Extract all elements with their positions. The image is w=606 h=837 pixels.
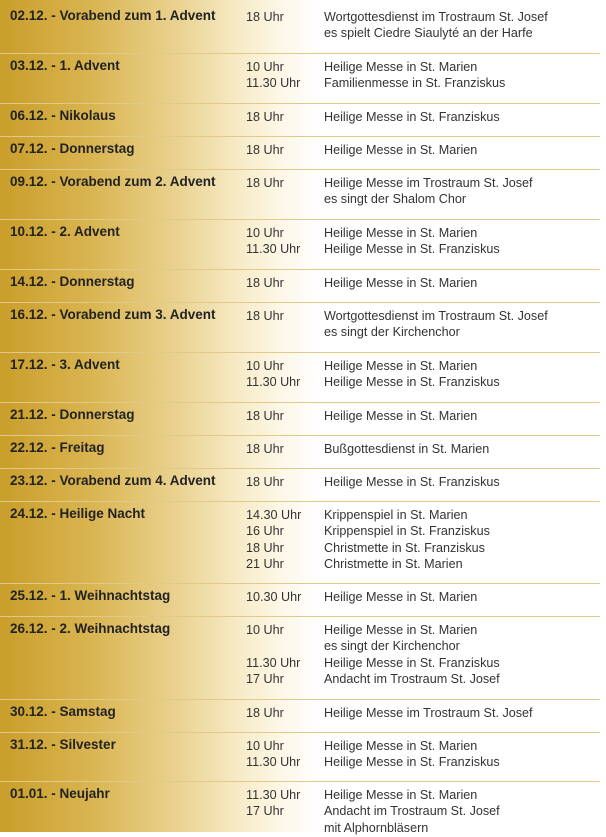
event-time: 18 Uhr [246, 309, 284, 323]
event-date: 30.12. - Samstag [10, 704, 116, 719]
event-descriptions [324, 4, 600, 53]
event-times [246, 104, 324, 136]
event-time: 18 Uhr [246, 176, 284, 190]
event-description: Heilige Messe in St. Marien [324, 788, 478, 802]
event-description: Heilige Messe im Trostraum St. Josef [324, 706, 533, 720]
event-descriptions [324, 137, 600, 169]
event-date: 24.12. - Heilige Nacht [10, 506, 146, 521]
event-descriptions [324, 436, 600, 468]
event-times [246, 617, 324, 699]
event-descriptions [324, 220, 600, 269]
event-descriptions [324, 270, 600, 302]
event-description: Heilige Messe in St. Franziskus [324, 475, 500, 489]
event-description: Heilige Messe in St. Marien [324, 590, 478, 604]
event-description: es singt der Kirchenchor [324, 325, 460, 340]
event-descriptions [324, 353, 600, 402]
event-time: 11.30 Uhr [246, 76, 301, 91]
event-time: 14.30 Uhr [246, 508, 302, 522]
event-date: 01.01. - Neujahr [10, 786, 110, 801]
event-descriptions [324, 782, 600, 837]
event-time [246, 25, 324, 41]
event-times [246, 137, 324, 169]
event-time: 10 Uhr [246, 226, 284, 240]
event-time: 11.30 Uhr [246, 655, 301, 670]
event-descriptions [324, 170, 600, 219]
event-descriptions [324, 502, 600, 583]
event-description: Wortgottesdienst im Trostraum St. Josef [324, 309, 548, 323]
schedule-row [0, 782, 600, 837]
event-description: Heilige Messe in St. Marien [324, 359, 478, 373]
event-description: Heilige Messe in St. Marien [324, 143, 478, 157]
event-description: Bußgottesdienst in St. Marien [324, 442, 490, 456]
schedule-row [0, 303, 600, 353]
event-date: 31.12. - Silvester [10, 737, 116, 752]
event-description: es spielt Ciedre Siaulyté an der Harfe [324, 26, 533, 41]
event-time [246, 324, 324, 340]
event-date: 03.12. - 1. Advent [10, 58, 120, 73]
event-date: 10.12. - 2. Advent [10, 224, 120, 239]
event-description: Heilige Messe in St. Franziskus [324, 110, 500, 124]
event-time: 18 Uhr [246, 143, 284, 157]
event-times [246, 782, 324, 837]
event-time: 17 Uhr [246, 671, 284, 686]
event-time: 18 Uhr [246, 10, 284, 24]
event-times [246, 54, 324, 103]
event-time: 18 Uhr [246, 475, 284, 489]
event-description: Heilige Messe in St. Franziskus [324, 755, 500, 770]
event-times [246, 270, 324, 302]
event-description: Krippenspiel in St. Marien [324, 508, 468, 522]
event-time: 11.30 Uhr [246, 375, 301, 390]
schedule-row [0, 502, 600, 584]
event-descriptions [324, 54, 600, 103]
event-description: Heilige Messe in St. Marien [324, 409, 478, 423]
event-descriptions [324, 403, 600, 435]
event-time [246, 191, 324, 207]
event-time: 18 Uhr [246, 540, 284, 555]
event-descriptions [324, 104, 600, 136]
event-description: Andacht im Trostraum St. Josef [324, 804, 500, 819]
schedule-row [0, 436, 600, 469]
event-time: 21 Uhr [246, 556, 284, 571]
event-time: 18 Uhr [246, 110, 284, 124]
event-descriptions [324, 733, 600, 781]
event-times [246, 170, 324, 219]
event-date: 14.12. - Donnerstag [10, 274, 135, 289]
event-description: Andacht im Trostraum St. Josef [324, 671, 500, 686]
event-description: Christmette in St. Franziskus [324, 540, 485, 555]
event-date: 21.12. - Donnerstag [10, 407, 135, 422]
event-description: Familienmesse in St. Franziskus [324, 76, 506, 91]
event-time [246, 638, 324, 654]
event-description: Krippenspiel in St. Franziskus [324, 524, 490, 539]
event-description: es singt der Kirchenchor [324, 639, 460, 654]
schedule-row [0, 469, 600, 502]
event-time [246, 820, 324, 836]
event-date: 26.12. - 2. Weihnachtstag [10, 621, 171, 636]
schedule-row [0, 104, 600, 137]
event-times [246, 584, 324, 616]
event-description: Heilige Messe in St. Marien [324, 739, 478, 753]
event-times [246, 220, 324, 269]
event-time: 10 Uhr [246, 623, 284, 637]
event-time: 10 Uhr [246, 359, 284, 373]
event-time: 18 Uhr [246, 706, 284, 720]
event-times [246, 403, 324, 435]
event-description: Heilige Messe in St. Marien [324, 226, 478, 240]
event-description: Heilige Messe in St. Marien [324, 623, 478, 637]
schedule-row [0, 54, 600, 104]
event-description: Heilige Messe in St. Franziskus [324, 655, 500, 670]
event-date: 06.12. - Nikolaus [10, 108, 116, 123]
event-time: 18 Uhr [246, 276, 284, 290]
event-description: Heilige Messe in St. Franziskus [324, 242, 500, 257]
event-time: 11.30 Uhr [246, 755, 301, 770]
event-description: mit Alphornbläsern [324, 820, 429, 835]
event-time: 11.30 Uhr [246, 242, 301, 257]
event-date: 02.12. - Vorabend zum 1. Advent [10, 8, 216, 23]
event-times [246, 4, 324, 53]
event-description: Heilige Messe in St. Marien [324, 60, 478, 74]
event-description: Heilige Messe in St. Franziskus [324, 375, 500, 390]
event-time: 18 Uhr [246, 409, 284, 423]
schedule-row [0, 4, 600, 54]
event-description: Heilige Messe im Trostraum St. Josef [324, 176, 533, 190]
schedule-row [0, 584, 600, 617]
event-date: 23.12. - Vorabend zum 4. Advent [10, 473, 216, 488]
event-date: 09.12. - Vorabend zum 2. Advent [10, 174, 216, 189]
event-times [246, 303, 324, 352]
event-descriptions [324, 469, 600, 501]
event-time: 10 Uhr [246, 60, 284, 74]
event-times [246, 469, 324, 501]
event-description: Wortgottesdienst im Trostraum St. Josef [324, 10, 548, 24]
schedule-row [0, 270, 600, 303]
event-times [246, 700, 324, 732]
event-time: 11.30 Uhr [246, 788, 301, 802]
event-descriptions [324, 584, 600, 616]
event-date: 07.12. - Donnerstag [10, 141, 135, 156]
event-date: 22.12. - Freitag [10, 440, 105, 455]
schedule-row [0, 733, 600, 782]
event-date: 25.12. - 1. Weihnachtstag [10, 588, 171, 603]
event-times [246, 502, 324, 583]
event-time: 10.30 Uhr [246, 590, 302, 604]
event-descriptions [324, 617, 600, 699]
event-description: Heilige Messe in St. Marien [324, 276, 478, 290]
schedule-row [0, 700, 600, 733]
schedule-row [0, 353, 600, 403]
event-times [246, 436, 324, 468]
event-times [246, 353, 324, 402]
schedule-row [0, 137, 600, 170]
event-date: 16.12. - Vorabend zum 3. Advent [10, 307, 216, 322]
event-date: 17.12. - 3. Advent [10, 357, 120, 372]
event-description: es singt der Shalom Chor [324, 192, 467, 207]
event-time: 17 Uhr [246, 804, 284, 819]
event-description: Christmette in St. Marien [324, 556, 463, 571]
schedule-row [0, 170, 600, 220]
event-time: 16 Uhr [246, 524, 284, 539]
schedule-row [0, 617, 600, 700]
event-descriptions [324, 303, 600, 352]
schedule-row [0, 220, 600, 270]
event-times [246, 733, 324, 781]
schedule-row [0, 403, 600, 436]
event-time: 10 Uhr [246, 739, 284, 753]
event-descriptions [324, 700, 600, 732]
event-time: 18 Uhr [246, 442, 284, 456]
